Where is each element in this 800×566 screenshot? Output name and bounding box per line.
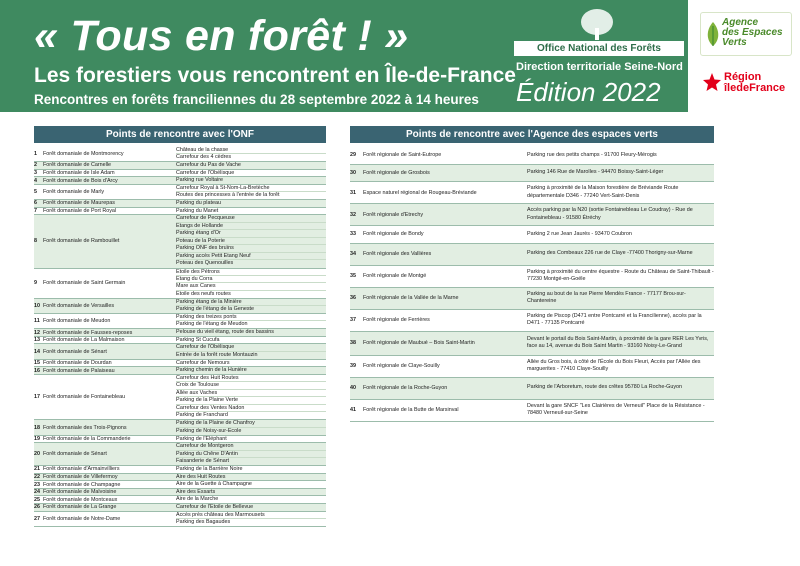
forest-name: Forêt régionale de la Roche-Guyon <box>363 385 448 391</box>
table-row <box>34 481 326 489</box>
star-icon <box>702 72 722 92</box>
page-title: « Tous en forêt ! » <box>34 12 409 60</box>
row-number: 13 <box>34 337 40 344</box>
row-number: 31 <box>350 189 356 196</box>
row-number: 5 <box>34 189 37 196</box>
meeting-point: Parking 146 Rue de Marolles - 94470 Boissy-Saint-Léger <box>527 169 664 176</box>
meeting-points <box>176 299 326 313</box>
meeting-point: Devant la gare SNCF "Les Clairières de Verneuil" Place de la Résistance - 78480 Verneuil-sur-Seine <box>527 402 705 416</box>
meeting-point: Carrefour de Nemours <box>176 359 230 366</box>
forest-name: Forêt domaniale de Fontainebleau <box>43 394 126 401</box>
row-number: 20 <box>34 443 43 465</box>
meeting-point: Carrefour de Pecqueuse <box>176 215 326 222</box>
event-date-line: Rencontres en forêts franciliennes du 28 septembre 2022 à 14 heures <box>34 92 479 107</box>
table-row <box>350 204 714 226</box>
meeting-points <box>176 489 326 496</box>
meeting-point: Carrefour de l'Étoile de Bellevue <box>176 504 326 511</box>
table-row <box>34 436 326 444</box>
table-row <box>34 299 326 314</box>
forest-name: Forêt domaniale de Meudon <box>43 318 111 325</box>
meeting-points <box>176 177 326 184</box>
forest-name: Forêt domaniale de la Commanderie <box>43 435 131 442</box>
table-row <box>350 165 714 183</box>
forest-name: Forêt domaniale de Notre-Dame <box>43 515 121 522</box>
meeting-points <box>176 481 326 488</box>
meeting-point: Parking de l'étang de la Geneste <box>176 306 326 313</box>
meeting-points <box>176 367 326 374</box>
meeting-points <box>176 496 326 503</box>
meeting-points <box>176 208 326 215</box>
meeting-point: Carrefour des Ventes Nadon <box>176 405 326 412</box>
row-number: 38 <box>350 340 356 346</box>
table-row <box>350 266 714 288</box>
meeting-points <box>176 504 326 511</box>
table-row <box>34 360 326 368</box>
meeting-point: Allée aux Vaches <box>176 390 326 397</box>
leaf-icon <box>704 20 722 48</box>
region-wordmark: Région îledeFrance <box>724 71 786 94</box>
row-number: 17 <box>34 394 40 401</box>
onf-table-body <box>34 147 326 527</box>
meeting-points <box>176 337 326 344</box>
table-row <box>34 443 326 466</box>
table-row <box>34 367 326 375</box>
meeting-point: Routes des princesses à l'entrée de la forêt <box>176 192 280 199</box>
meeting-point: Parking de Noisy-sur-École <box>176 428 326 435</box>
header-banner <box>0 0 800 112</box>
meeting-point: Parking St Cucufa <box>176 336 220 343</box>
meeting-point: Parking étang de la Minière <box>176 299 326 306</box>
table-row <box>34 466 326 474</box>
meeting-point: Parking du Manet <box>176 207 219 214</box>
forest-name: Forêt domaniale de Fausses-reposes <box>43 329 176 336</box>
table-row <box>34 329 326 337</box>
table-row <box>34 170 326 178</box>
meeting-point: Carrefour Royal à St-Nom-La-Bretèche <box>176 185 326 192</box>
meeting-point: Aire des Huit Routes <box>176 474 326 481</box>
row-number: 12 <box>34 329 43 336</box>
forest-name: Forêt domaniale de La Grange <box>43 504 176 511</box>
meeting-point: Accès parking par la N20 (sortie Fontainebleau Le Coudray) - Rue de Fontainebleau - 91580 Étréchy <box>527 207 693 221</box>
forest-name: Forêt domaniale de Versailles <box>43 299 176 313</box>
row-number: 29 <box>350 152 356 159</box>
forest-name: Forêt domaniale de Montceaux <box>43 496 118 503</box>
forest-name: Forêt domaniale de Rambouillet <box>43 215 176 267</box>
row-number: 3 <box>34 170 37 177</box>
row-number: 16 <box>34 367 43 374</box>
meeting-points <box>176 443 326 465</box>
region-logo <box>702 70 792 98</box>
table-row <box>34 200 326 208</box>
onf-table <box>34 126 326 527</box>
meeting-points <box>176 269 326 298</box>
forest-name: Forêt régionale de la Vallée de la Marne <box>363 295 459 301</box>
forest-name: Forêt domaniale de Sénart <box>43 443 176 465</box>
meeting-point: Étoile des neufs routes <box>176 290 231 297</box>
meeting-points <box>176 466 326 473</box>
forest-name: Forêt domaniale de Villefermoy <box>43 474 176 481</box>
forest-name: Forêt domaniale de Sénart <box>43 344 176 358</box>
forest-name: Forêt domaniale de Palaiseau <box>43 367 176 374</box>
table-row <box>350 244 714 266</box>
table-row <box>34 474 326 482</box>
row-number: 39 <box>350 363 356 369</box>
table-row <box>350 288 714 310</box>
meeting-point: Parking de l'Éléphant <box>176 435 227 442</box>
onf-table-title: Points de rencontre avec l'ONF <box>34 126 326 143</box>
row-number: 10 <box>34 299 43 313</box>
meeting-point: Étoile des Pétrons <box>176 269 326 276</box>
meeting-point: Carrefour du Pas de Vache <box>176 162 326 169</box>
table-row <box>350 332 714 356</box>
row-number: 6 <box>34 200 43 207</box>
meeting-point: Faisanderie de Sénart <box>176 458 326 465</box>
meeting-points <box>176 436 326 443</box>
forest-name: Forêt domaniale de Saint Germain <box>43 280 126 287</box>
aev-table-title: Points de rencontre avec l'Agence des espaces verts <box>350 126 714 143</box>
meeting-point: Parking accès Petit Étang Neuf <box>176 253 326 260</box>
meeting-point: Parking du Chêne D'Antin <box>176 451 326 458</box>
forest-name: Forêt domaniale de Bois d'Arcy <box>43 177 176 184</box>
table-row <box>34 489 326 497</box>
meeting-point: Parking des Combeaux 226 rue de Claye -77400 Thorigny-sur-Marne <box>527 250 693 257</box>
forest-name: Forêt régionale de Saint-Eutrope <box>363 152 442 159</box>
meeting-point: Parking de la Barrière Noire <box>176 466 243 473</box>
row-number: 41 <box>350 407 356 413</box>
forest-name: Forêt régionale de Bondy <box>363 231 424 238</box>
row-number: 21 <box>34 466 40 473</box>
meeting-points <box>176 162 326 169</box>
meeting-points <box>176 147 326 161</box>
meeting-points <box>176 215 326 267</box>
meeting-points <box>176 314 326 328</box>
table-row <box>34 504 326 512</box>
row-number: 8 <box>34 215 43 267</box>
table-row <box>350 400 714 422</box>
forest-name: Espace naturel régional de Rougeau-Bréviande <box>363 189 477 196</box>
meeting-point: Parking de la Plaine de Chanfroy <box>176 420 326 427</box>
meeting-point: Carrefour de l'Obélisque <box>176 169 235 176</box>
tree-icon <box>574 8 620 40</box>
meeting-point: Carrefour de l'Obélisque <box>176 344 326 351</box>
forest-name: Forêt domaniale de Malvoisine <box>43 489 176 496</box>
meeting-point: Carrefour des Huit Routes <box>176 375 326 382</box>
meeting-point: Parking de l'étang de Meudon <box>176 321 248 328</box>
meeting-point: Étangs de Hollande <box>176 223 326 230</box>
forest-name: Forêt régionale de Claye-Souilly <box>363 363 440 369</box>
row-number: 36 <box>350 295 356 301</box>
row-number: 18 <box>34 420 43 434</box>
meeting-points <box>176 474 326 481</box>
row-number: 34 <box>350 251 356 257</box>
forest-name: Forêt régionale des Vallières <box>363 251 432 257</box>
forest-name: Forêt régionale de Maubué – Bois Saint-Martin <box>363 340 475 346</box>
forest-name: Forêt régionale de Grosbois <box>363 169 430 176</box>
meeting-point: Étang du Corra <box>176 276 326 283</box>
meeting-points <box>176 344 326 358</box>
meeting-point: Parking au bout de la rue Pierre Mendès France - 77177 Brou-sur-Chantereine <box>527 290 686 304</box>
forest-name: Forêt domaniale de Isle Adam <box>43 170 115 177</box>
table-row <box>350 310 714 332</box>
meeting-point: Pelouse du vieil étang, route des bassins <box>176 329 326 336</box>
meeting-point: Croix de Toulouse <box>176 382 326 389</box>
meeting-points <box>176 375 326 420</box>
meeting-points <box>176 329 326 336</box>
aev-logo <box>700 12 792 56</box>
forest-name: Forêt régionale d'Etrechy <box>363 211 424 218</box>
row-number: 26 <box>34 504 43 511</box>
row-number: 33 <box>350 231 356 238</box>
meeting-points <box>176 185 326 199</box>
meeting-point: Parking de l'Arboretum, route des crêtes 95780 La Roche-Guyon <box>527 384 683 391</box>
table-row <box>34 185 326 200</box>
row-number: 22 <box>34 474 43 481</box>
meeting-point: Parking rue Voltaire <box>176 177 326 184</box>
table-row <box>34 162 326 170</box>
meeting-point: Carrefour de Montgeron <box>176 443 326 450</box>
row-number: 19 <box>34 435 40 442</box>
row-number: 35 <box>350 273 356 279</box>
table-row <box>34 177 326 185</box>
row-number: 15 <box>34 359 40 366</box>
meeting-point: Entrée de la forêt route Montauzin <box>176 352 326 359</box>
meeting-points <box>176 200 326 207</box>
row-number: 9 <box>34 280 37 287</box>
forest-name: Forêt domaniale de Champagne <box>43 481 121 488</box>
page-subtitle: Les forestiers vous rencontrent en Île-de-France <box>34 64 516 87</box>
row-number: 32 <box>350 211 356 218</box>
table-row <box>34 269 326 299</box>
row-number: 11 <box>34 318 40 325</box>
table-row <box>34 375 326 421</box>
meeting-points <box>176 420 326 434</box>
table-row <box>350 378 714 400</box>
meeting-point: Aire de la Guette à Champagne <box>176 481 252 488</box>
onf-logo <box>514 8 684 54</box>
meeting-point: Parking du plateau <box>176 200 326 207</box>
forest-name: Forêt domaniale de Maurepas <box>43 200 176 207</box>
meeting-point: Parking des treizes ponts <box>176 314 326 321</box>
row-number: 37 <box>350 317 356 323</box>
row-number: 4 <box>34 177 43 184</box>
aev-table-body <box>350 147 714 422</box>
row-number: 2 <box>34 162 43 169</box>
forest-name: Forêt domaniale de Carnelle <box>43 162 176 169</box>
table-row <box>350 182 714 204</box>
meeting-point: Parking des Bagaudes <box>176 518 231 525</box>
table-row <box>34 337 326 345</box>
forest-name: Forêt domaniale de La Malmaison <box>43 337 125 344</box>
meeting-point: Poteau de la Poterie <box>176 238 326 245</box>
meeting-point: Château de la chasse <box>176 147 326 154</box>
meeting-point: Parking à proximité du centre équestre - Route du Château de Saint-Thibault - 77230 Montgé-en-Goële <box>527 268 714 282</box>
aev-wordmark: Agence des Espaces Verts <box>722 17 783 48</box>
forest-name: Forêt régionale de Montgé <box>363 273 427 279</box>
meeting-point: Aire des Essarts <box>176 489 326 496</box>
meeting-points <box>176 170 326 177</box>
meeting-point: Accès près château des Marmousets <box>176 512 326 519</box>
table-row <box>34 314 326 329</box>
table-row <box>350 356 714 378</box>
meeting-point: Parking 2 rue Jean Jaurès - 93470 Coubron <box>527 230 632 237</box>
meeting-point: Parking de Piscop (D471 entre Pontcarré et la Francilienne), accès par la D471 - 77135 Pontcarré <box>527 312 702 326</box>
table-row <box>34 344 326 359</box>
meeting-points <box>176 360 326 367</box>
table-row <box>34 512 326 527</box>
table-row <box>34 147 326 162</box>
meeting-point: Parking de la Plaine Verte <box>176 397 326 404</box>
row-number: 25 <box>34 496 40 503</box>
meeting-point: Parking chemin de la Hunière <box>176 367 326 374</box>
table-row <box>34 420 326 435</box>
forest-name: Forêt domaniale de Montmorency <box>43 151 124 158</box>
direction-label: Direction territoriale Seine-Nord <box>516 61 683 73</box>
meeting-point: Allée du Gros bois, à côté de l'École du Bois Fleuri, Accès par l'Allée des marguerites - 77410 Claye-Souilly <box>527 358 701 372</box>
edition-label: Édition 2022 <box>516 77 661 107</box>
meeting-points <box>176 512 326 526</box>
forest-name: Forêt domaniale de Dourdan <box>43 359 112 366</box>
forest-name: Forêt domaniale d'Armainvilliers <box>43 466 120 473</box>
forest-name: Forêt régionale de Ferrières <box>363 317 430 323</box>
aev-table <box>350 126 714 422</box>
row-number: 1 <box>34 151 37 158</box>
table-row <box>34 208 326 216</box>
meeting-point: Parking à proximité de la Maison forestière de Bréviande Route départementale D346 - 77240 Vert-Saint-Denis <box>527 185 679 199</box>
forest-name: Forêt régionale de la Butte de Marsinval <box>363 407 459 413</box>
table-row <box>34 496 326 504</box>
meeting-point: Carrefour des 4 cèdres <box>176 154 232 161</box>
row-number: 40 <box>350 385 356 391</box>
row-number: 7 <box>34 208 37 215</box>
row-number: 27 <box>34 515 40 522</box>
table-row <box>350 226 714 244</box>
table-row <box>34 215 326 268</box>
forest-name: Forêt domaniale de Marly <box>43 189 105 196</box>
forest-name: Forêt domaniale des Trois-Pignons <box>43 420 176 434</box>
meeting-point: Parking de Franchard <box>176 412 228 419</box>
meeting-point: Aire de la Marche <box>176 496 219 503</box>
meeting-point: Parking étang d'Or <box>176 230 326 237</box>
meeting-point: Parking ONF des bruïns <box>176 245 326 252</box>
row-number: 23 <box>34 481 40 488</box>
meeting-point: Devant le portail du Bois Saint-Martin, à proximité de la gare RER Les Yvris, face au 14, avenue du Bois Saint Martin - 93160 Noisy-Le-Grand <box>527 335 709 349</box>
meeting-point: Mare aux Canes <box>176 283 326 290</box>
row-number: 14 <box>34 344 43 358</box>
meeting-point: Parking rue des petits champs - 91700 Fleury-Mérogis <box>527 151 657 158</box>
table-row <box>350 147 714 165</box>
forest-name: Forêt domaniale de Port Royal <box>43 208 117 215</box>
onf-label: Office National des Forêts <box>514 41 684 56</box>
row-number: 30 <box>350 169 356 176</box>
row-number: 24 <box>34 489 43 496</box>
meeting-point: Poteau des Quenouilles <box>176 260 326 267</box>
